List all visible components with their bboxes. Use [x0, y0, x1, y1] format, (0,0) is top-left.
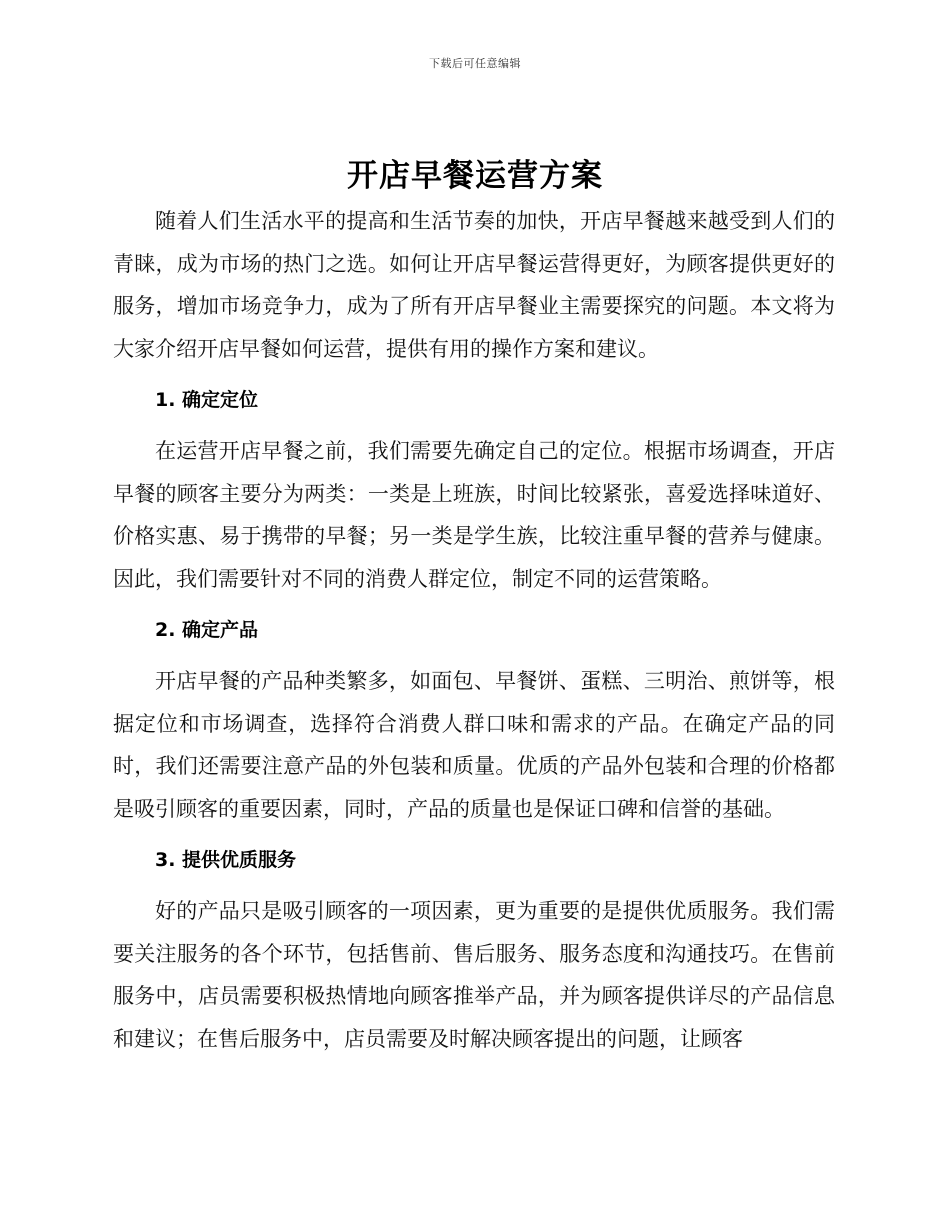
document-title: 开店早餐运营方案	[347, 158, 603, 194]
document-body	[113, 200, 835, 1060]
section-heading-service: 3. 提供优质服务	[155, 849, 297, 871]
section-heading-products: 2. 确定产品	[155, 619, 259, 641]
section-heading-positioning: 1. 确定定位	[155, 389, 259, 411]
section-paragraph-service: 好的产品只是吸引顾客的一项因素，更为重要的是提供优质服务。我们需要关注服务的各个环节，包括售前、售后服务、服务态度和沟通技巧。在售前服务中，店员需要积极热情地向顾客推举产品，并为顾客提供详尽的产品信息和建议；在售后服务中，店员需要及时解决顾客提出的问题，让顾客	[113, 899, 835, 1051]
section-paragraph-positioning: 在运营开店早餐之前，我们需要先确定自己的定位。根据市场调查，开店早餐的顾客主要分为两类：一类是上班族，时间比较紧张，喜爱选择味道好、价格实惠、易于携带的早餐；另一类是学生族，比较注重早餐的营养与健康。因此，我们需要针对不同的消费人群定位，制定不同的运营策略。	[113, 439, 835, 591]
section-paragraph-products: 开店早餐的产品种类繁多，如面包、早餐饼、蛋糕、三明治、煎饼等，根据定位和市场调查，选择符合消费人群口味和需求的产品。在确定产品的同时，我们还需要注意产品的外包装和质量。优质的产品外包装和合理的价格都是吸引顾客的重要因素，同时，产品的质量也是保证口碑和信誉的基础。	[113, 669, 835, 821]
intro-paragraph: 随着人们生活水平的提高和生活节奏的加快，开店早餐越来越受到人们的青睐，成为市场的热门之选。如何让开店早餐运营得更好，为顾客提供更好的服务，增加市场竞争力，成为了所有开店早餐业主需要探究的问题。本文将为大家介绍开店早餐如何运营，提供有用的操作方案和建议。	[113, 209, 835, 361]
header-note: 下载后可任意编辑	[429, 57, 521, 70]
